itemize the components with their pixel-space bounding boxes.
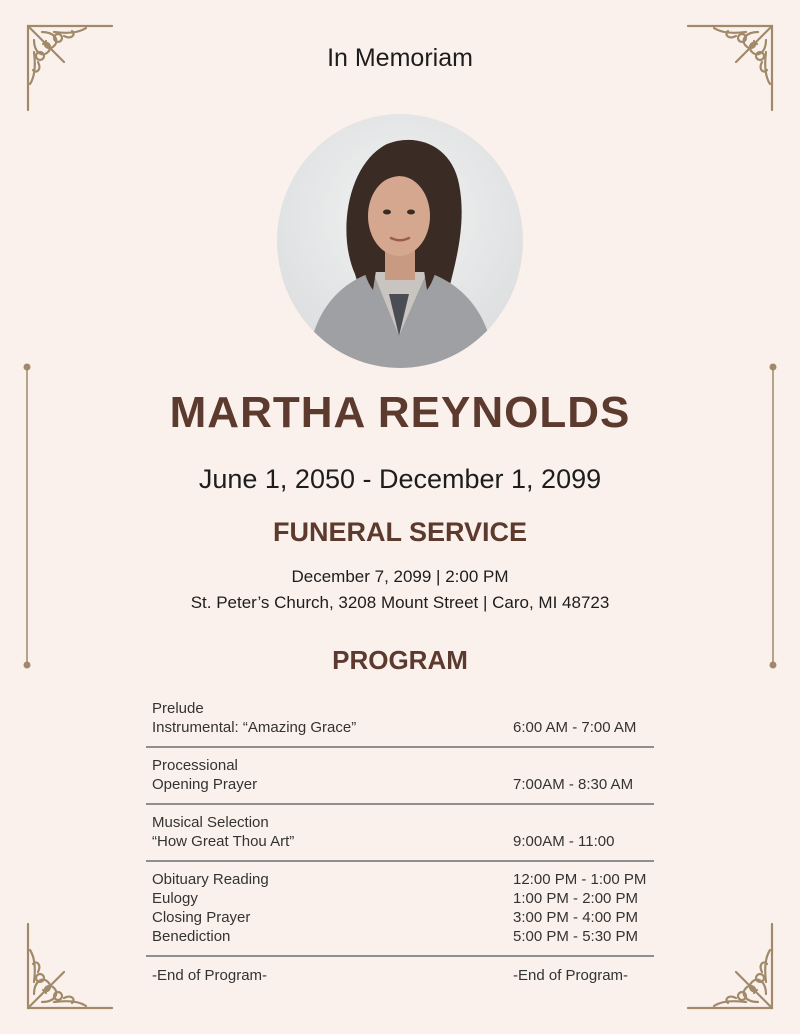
program-time: 7:00AM - 8:30 AM xyxy=(513,776,634,793)
program-time: 1:00 PM - 2:00 PM xyxy=(513,890,639,907)
program-item: “How Great Thou Art” xyxy=(152,833,295,850)
corner-ornament-icon xyxy=(24,920,116,1012)
program-row xyxy=(152,832,648,851)
corner-ornament-icon xyxy=(684,920,776,1012)
program-row xyxy=(152,756,648,775)
end-of-program-left: -End of Program- xyxy=(152,967,268,984)
life-dates: June 1, 2050 - December 1, 2099 xyxy=(198,464,602,494)
program-time: 5:00 PM - 5:30 PM xyxy=(513,928,639,945)
program-time xyxy=(513,813,648,832)
program-heading: PROGRAM xyxy=(332,645,468,675)
program-block xyxy=(146,805,654,862)
service-heading: FUNERAL SERVICE xyxy=(272,517,528,547)
end-of-program-right: -End of Program- xyxy=(513,967,629,984)
program-row xyxy=(152,927,648,946)
program-block xyxy=(146,748,654,805)
deceased-name: MARTHA REYNOLDS xyxy=(169,388,631,437)
program-row xyxy=(152,870,648,889)
portrait-photo xyxy=(277,114,523,368)
program-row xyxy=(152,718,648,737)
service-date-time: December 7, 2099 | 2:00 PM xyxy=(291,567,509,586)
program-item: Eulogy xyxy=(152,890,198,907)
program-block xyxy=(146,862,654,957)
program-time: 9:00AM - 11:00 xyxy=(513,833,615,850)
program-row xyxy=(152,813,648,832)
program-time: 3:00 PM - 4:00 PM xyxy=(513,909,639,926)
program-item: Opening Prayer xyxy=(152,776,258,793)
program-time: 12:00 PM - 1:00 PM xyxy=(513,871,647,888)
program-end-row xyxy=(146,957,654,984)
program-item: Musical Selection xyxy=(152,814,269,831)
page-title: In Memoriam xyxy=(327,44,473,72)
program-item: Instrumental: “Amazing Grace” xyxy=(152,719,357,736)
program-item: Benediction xyxy=(152,928,231,945)
program-time xyxy=(513,756,648,775)
program-row xyxy=(152,775,648,794)
program-item: Processional xyxy=(152,757,238,774)
program-time xyxy=(513,699,648,718)
program-block xyxy=(146,695,654,748)
program-time: 6:00 AM - 7:00 AM xyxy=(513,719,637,736)
program-row xyxy=(152,889,648,908)
program-row xyxy=(152,699,648,718)
program-item: Closing Prayer xyxy=(152,909,251,926)
program-row xyxy=(152,908,648,927)
program-table xyxy=(146,695,654,984)
program-item: Obituary Reading xyxy=(152,871,269,888)
program-item: Prelude xyxy=(152,700,204,717)
service-location: St. Peter’s Church, 3208 Mount Street | Caro, MI 48723 xyxy=(190,593,610,612)
